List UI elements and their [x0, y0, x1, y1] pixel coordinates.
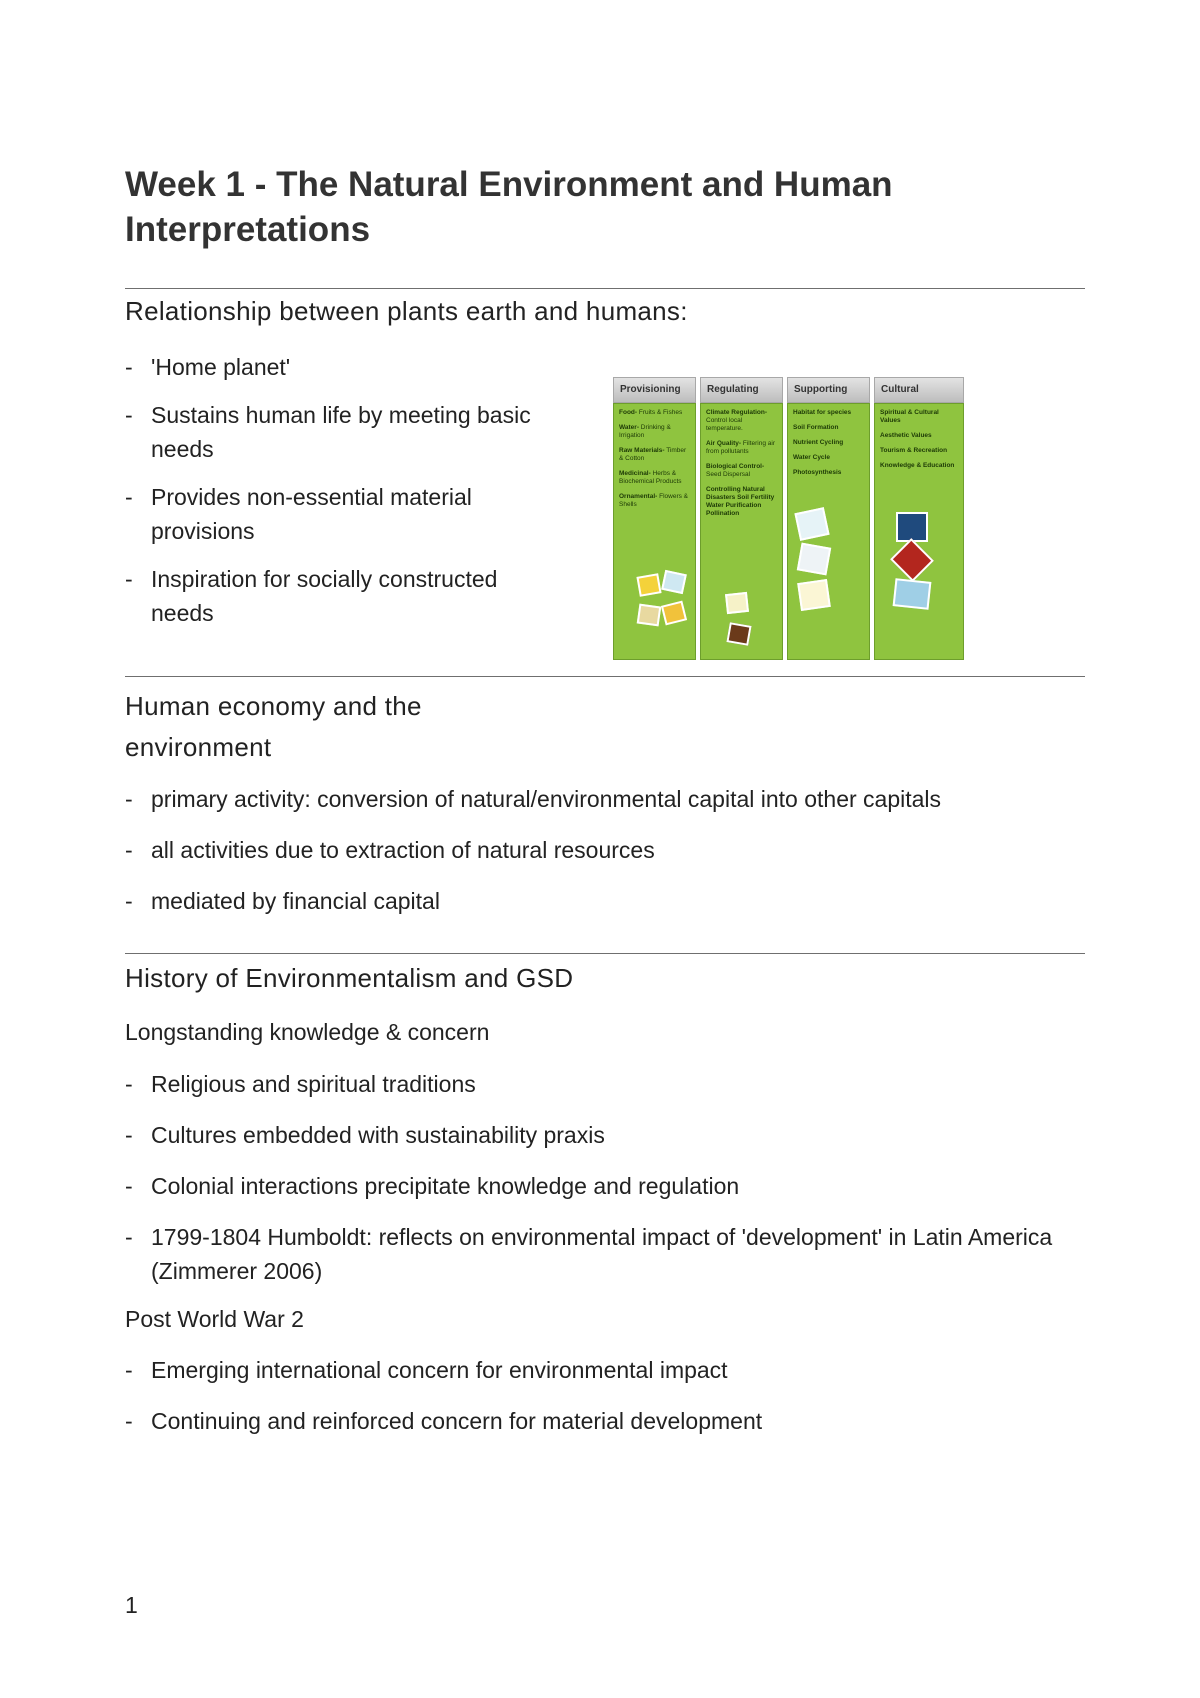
- column-header: Provisioning: [613, 377, 696, 403]
- list-item: - Sustains human life by meeting basic needs: [125, 402, 531, 462]
- column-item: Controlling Natural Disasters Soil Fertility Water Purification Pollination: [706, 486, 775, 517]
- column-item: Water- Drinking & Irrigation: [619, 424, 671, 439]
- list-item: - Religious and spiritual traditions: [125, 1071, 476, 1097]
- column-item: Biological Control- Seed Dispersal: [706, 463, 765, 478]
- section-heading-relationship: Relationship between plants earth and humans:: [125, 296, 688, 326]
- subheading-longstanding: Longstanding knowledge & concern: [125, 1019, 490, 1045]
- list-item: - Continuing and reinforced concern for material development: [125, 1408, 763, 1434]
- column-item: Soil Formation: [793, 424, 839, 431]
- relationship-bullet-list: [125, 350, 565, 630]
- section-divider: [125, 676, 1085, 677]
- column-item: Climate Regulation- Control local temperature.: [706, 409, 768, 432]
- supporting-column: [787, 377, 870, 660]
- list-item: - Inspiration for socially constructed needs: [125, 566, 498, 626]
- section-heading-economy: Human economy and the environment: [125, 691, 422, 762]
- column-item: Nutrient Cycling: [793, 439, 844, 446]
- column-header: Supporting: [787, 377, 870, 403]
- page-title: Week 1 - The Natural Environment and Human Interpretations: [125, 165, 893, 249]
- subheading-post-ww2: Post World War 2: [125, 1306, 304, 1332]
- list-item: - primary activity: conversion of natural/environmental capital into other capitals: [125, 786, 942, 812]
- list-item: - Emerging international concern for environmental impact: [125, 1357, 728, 1383]
- pollination-photo-icon: [725, 592, 749, 614]
- column-item: Ornamental- Flowers & Shells: [619, 493, 688, 508]
- provisioning-column: [613, 377, 696, 660]
- column-header: Cultural: [874, 377, 964, 403]
- column-item: Raw Materials- Timber & Cotton: [619, 447, 687, 462]
- nutrient-cycle-icon: [797, 543, 831, 576]
- recreation-photo-icon: [893, 578, 932, 610]
- soil-photo-icon: [726, 622, 751, 646]
- page-number: 1: [125, 1592, 138, 1618]
- column-header: Regulating: [700, 377, 783, 403]
- list-item: - Colonial interactions precipitate knowledge and regulation: [125, 1173, 740, 1199]
- column-item: Medicinal- Herbs & Biochemical Products: [619, 470, 682, 485]
- post-ww2-bullet-list: [125, 1353, 1085, 1438]
- list-item: - Provides non-essential material provisions: [125, 484, 472, 544]
- list-item: - 1799-1804 Humboldt: reflects on environmental impact of 'development' in Latin America (Zimmerer 2006): [125, 1224, 1053, 1284]
- shell-photo-icon: [661, 570, 687, 594]
- column-item: Tourism & Recreation: [880, 447, 948, 454]
- flower-photo-icon: [636, 573, 661, 597]
- section-divider: [125, 288, 1085, 289]
- column-item: Knowledge & Education: [880, 462, 955, 469]
- column-item: Water Cycle: [793, 454, 830, 461]
- regulating-column: [700, 377, 783, 660]
- list-item: - Cultures embedded with sustainability praxis: [125, 1122, 605, 1148]
- section-divider: [125, 953, 1085, 954]
- list-item: - 'Home planet': [125, 354, 291, 380]
- section-heading-history: History of Environmentalism and GSD: [125, 963, 574, 993]
- column-item: Photosynthesis: [793, 469, 842, 476]
- column-item: Air Quality- Filtering air from pollutants: [706, 440, 776, 455]
- cultural-column: [874, 377, 964, 660]
- list-item: - mediated by financial capital: [125, 888, 440, 914]
- column-item: Food- Fruits & Fishes: [619, 409, 683, 416]
- column-item: Aesthetic Values: [880, 432, 932, 439]
- ecosystem-services-figure: [613, 377, 995, 660]
- column-item: Spiritual & Cultural Values: [880, 409, 939, 424]
- photosynthesis-icon: [797, 579, 831, 611]
- list-item: - all activities due to extraction of natural resources: [125, 837, 655, 863]
- column-item: Habitat for species: [793, 409, 852, 416]
- economy-bullet-list: [125, 782, 1085, 918]
- longstanding-bullet-list: [125, 1067, 1085, 1288]
- fruit-photo-icon: [637, 604, 662, 627]
- meditation-photo-icon: [896, 512, 928, 542]
- column-body: [700, 403, 783, 660]
